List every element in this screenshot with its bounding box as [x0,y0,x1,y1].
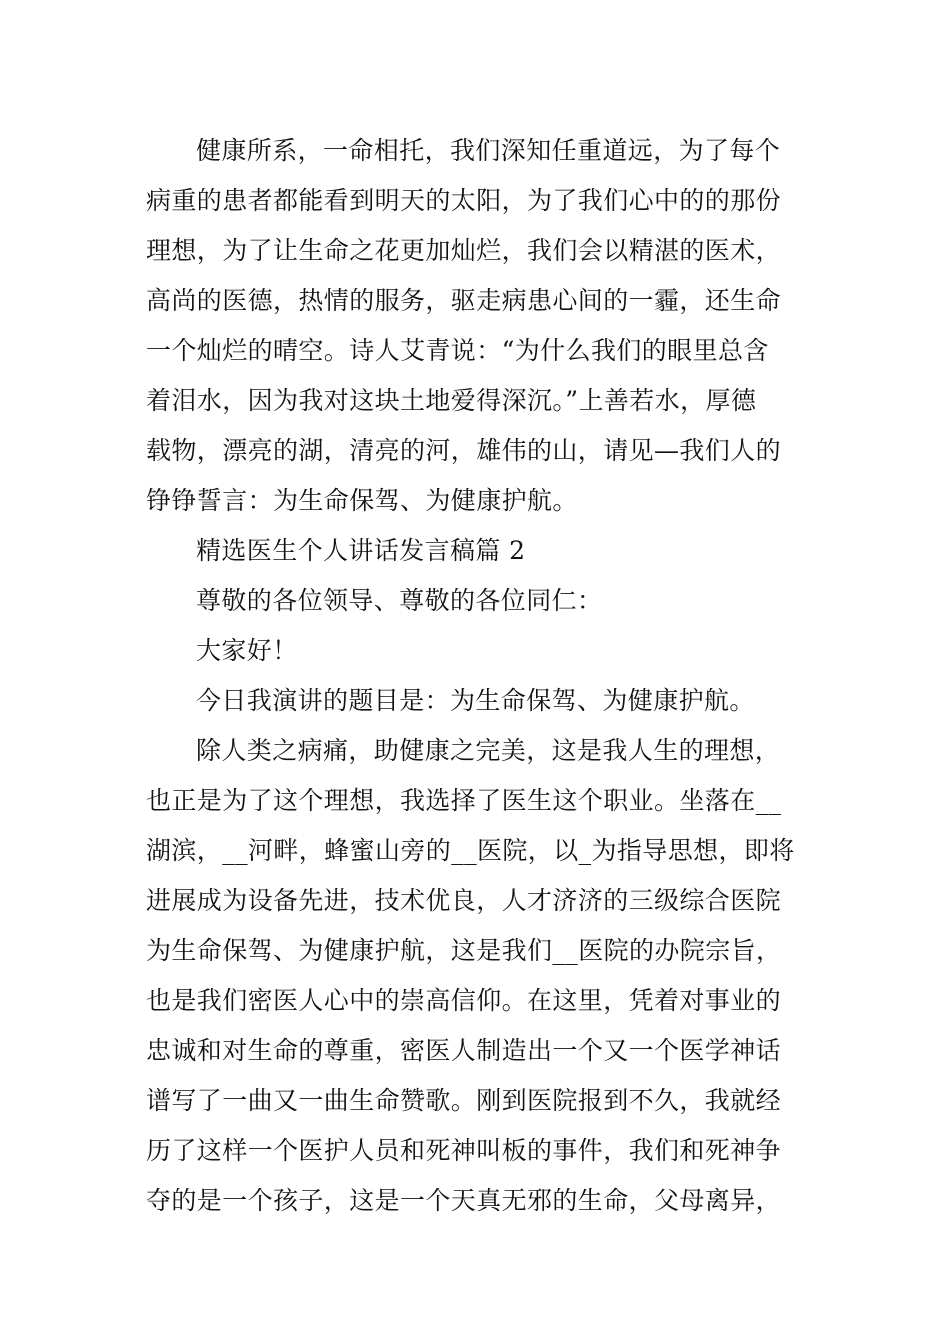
text-line: 高尚的医德，热情的服务，驱走病患心间的一霾，还生命 [146,286,782,315]
text-line: 除人类之病痛，助健康之完美，这是我人生的理想， [196,736,781,765]
salutation: 尊敬的各位领导、尊敬的各位同仁： [196,586,603,615]
text-line: 一个灿烂的晴空。诗人艾青说：“为什么我们的眼里总含 [146,336,769,365]
text-line: 历了这样一个医护人员和死神叫板的事件，我们和死神争 [146,1136,782,1165]
text-line: 今日我演讲的题目是：为生命保驾、为健康护航。 [196,686,755,715]
text-line: 夺的是一个孩子，这是一个天真无邪的生命，父母离异， [146,1186,782,1215]
text-line: 着泪水，因为我对这块土地爱得深沉。”上善若水，厚德 [146,386,757,415]
text-line: 病重的患者都能看到明天的太阳，为了我们心中的的那份 [146,186,782,215]
text-line: 理想，为了让生命之花更加灿烂，我们会以精湛的医术， [146,236,782,265]
text-line: 为生命保驾、为健康护航，这是我们__医院的办院宗旨， [146,936,782,965]
text-line: 也是我们密医人心中的崇高信仰。在这里，凭着对事业的 [146,986,782,1015]
section-heading: 精选医生个人讲话发言稿篇 2 [196,536,526,565]
text-line: 健康所系，一命相托，我们深知任重道远，为了每个 [196,136,781,165]
text-line: 也正是为了这个理想，我选择了医生这个职业。坐落在__ [146,786,782,815]
text-line: 湖滨，__河畔，蜂蜜山旁的__医院，以_为指导思想，即将 [146,836,795,865]
body-text [146,126,810,1226]
greeting: 大家好！ [196,636,298,665]
text-line: 进展成为设备先进，技术优良，人才济济的三级综合医院 [146,886,782,915]
text-line: 铮铮誓言：为生命保驾、为健康护航。 [146,486,578,515]
text-line: 谱写了一曲又一曲生命赞歌。刚到医院报到不久，我就经 [146,1086,782,1115]
text-line: 忠诚和对生命的尊重，密医人制造出一个又一个医学神话 [146,1036,782,1065]
text-line: 载物，漂亮的湖，清亮的河，雄伟的山，请见—我们人的 [146,436,782,465]
